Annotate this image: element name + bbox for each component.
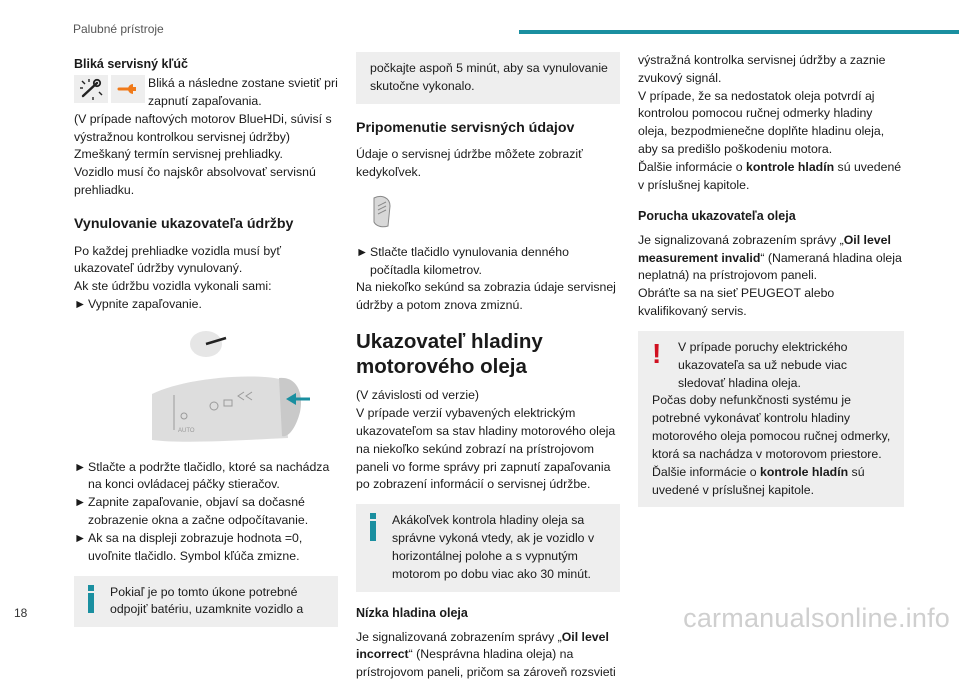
recall-step-text: Stlačte tlačidlo vynulovania denného počítadla kilometrov. — [370, 244, 569, 277]
wrench-text: Bliká a následne zostane svietiť pri zapnutí zapaľovania. — [148, 76, 338, 108]
warning-first-text: V prípade poruchy elektrického ukazovateľa sa už nebude viac sledovať hladina oleja. — [678, 339, 848, 390]
warn-p3-bold: kontrole hladín — [759, 464, 849, 479]
column-1 — [74, 55, 338, 627]
recall-step — [356, 244, 620, 280]
header-section-title: Palubné prístroje — [73, 22, 164, 36]
info-icon — [88, 585, 95, 613]
warn-p3-a: Ďalšie informácie o — [652, 464, 760, 479]
reset-heading: Vynulovanie ukazovateľa údržby — [74, 215, 294, 232]
cont-p3-bold: kontrole hladín — [745, 159, 835, 174]
low-oil-message: Oil level incorrect — [356, 629, 609, 662]
fault-message: Oil level measurement invalid — [638, 232, 891, 265]
battery-note-continued-text: počkajte aspoň 5 minút, aby sa vynulovanie skutočne vykonalo. — [370, 61, 608, 93]
fault-heading: Porucha ukazovateľa oleja — [638, 208, 796, 223]
battery-note-continued-box — [356, 52, 620, 104]
wrench-para: (V prípade naftových motorov BlueHDi, súvisí s výstražnou kontrolkou servisnej údržby) — [74, 111, 332, 144]
page-number: 18 — [14, 606, 28, 620]
reset-step-4-text: Ak sa na displeji zobrazuje hodnota =0, uvoľnite tlačidlo. Symbol kľúča zmizne. — [88, 530, 303, 563]
wrench-para-2: Zmeškaný termín servisnej prehliadky. — [74, 147, 283, 162]
recall-para-1: Údaje o servisnej údržbe môžete zobraziť kedykoľvek. — [356, 147, 583, 180]
column-3 — [638, 52, 904, 507]
warning-icon: ! — [652, 337, 662, 369]
recall-para-2: Na niekoľko sekúnd sa zobrazia údaje servisnej údržby a potom znova zmiznú. — [356, 280, 616, 313]
reset-step-3 — [74, 494, 338, 530]
wrench-icon-row — [74, 75, 338, 111]
arrow-icon: ► — [356, 244, 369, 259]
low-oil-text-a: Je signalizovaná zobrazením správy „ — [356, 629, 562, 644]
wrench-heading: Bliká servisný kľúč — [74, 57, 188, 71]
fault-para-2: Obráťte sa na sieť PEUGEOT alebo kvalifikovaný servis. — [638, 286, 835, 319]
warning-para-3 — [652, 464, 892, 500]
oil-para-2: V prípade verzií vybavených elektrickým ukazovateľom sa stav hladiny motorového oleja na niekoľko sekúnd zobrazí na prístrojovom paneli vo forme správy pri zapnutí zapaľovania po zobrazení informácií o servisnej údržbe. — [356, 406, 616, 492]
low-oil-heading: Nízka hladina oleja — [356, 605, 468, 620]
arrow-icon: ► — [74, 530, 87, 545]
reset-step-3-text: Zapnite zapaľovanie, objaví sa dočasné zobrazenie okna a začne odpočítavanie. — [88, 495, 309, 528]
wrench-icon — [111, 75, 145, 103]
arrow-icon: ► — [74, 297, 87, 311]
recall-heading: Pripomenutie servisných údajov — [356, 119, 575, 136]
low-oil-cont-para-3 — [638, 159, 904, 195]
wiper-lever-figure — [74, 320, 338, 445]
fault-para-1 — [638, 232, 904, 285]
low-oil-para — [356, 629, 620, 682]
oil-check-note-text: Akákoľvek kontrola hladiny oleja sa správne vykoná vtedy, ak je vozidlo v horizontálnej polohe a s vypnutým motorom po dobu viac ako 30 minút. — [392, 513, 595, 581]
warn-p3-b: sú uvedené v príslušnej kapitole. — [652, 464, 865, 497]
reset-step-1 — [74, 296, 338, 314]
reset-step-2-text: Stlačte a podržte tlačidlo, ktoré sa nachádza na konci ovládacej páčky stieračov. — [88, 459, 330, 492]
oil-heading: Ukazovateľ hladiny motorového oleja — [356, 330, 543, 378]
oil-check-note-box — [356, 504, 620, 591]
low-oil-cont-para-2: V prípade, že sa nedostatok oleja potvrdí aj kontrolou pomocou ručnej odmerky hladiny oleja, bezpodmienečne doplňte hladinu oleja, aby sa predišlo poškodeniu motora. — [638, 88, 885, 157]
reset-para-2: Ak ste údržbu vozidla vykonali sami: — [74, 279, 272, 294]
header-accent-bar — [519, 30, 959, 34]
battery-note-box — [74, 576, 338, 628]
reset-step-4 — [74, 530, 338, 566]
info-icon — [370, 513, 377, 541]
lever-auto-label: AUTO — [178, 427, 195, 434]
reset-step-1-text: Vypnite zapaľovanie. — [88, 297, 202, 311]
arrow-icon: ► — [74, 459, 87, 474]
reset-step-2 — [74, 459, 338, 495]
trip-reset-button-icon — [362, 192, 402, 232]
cont-p3-a: Ďalšie informácie o — [638, 159, 746, 174]
arrow-icon: ► — [74, 495, 87, 510]
cont-p3-b: sú uvedené v príslušnej kapitole. — [638, 159, 902, 192]
fault-p1-a: Je signalizovaná zobrazením správy „ — [638, 232, 844, 247]
low-oil-cont-para-1: výstražná kontrolka servisnej údržby a zaznie zvukový signál. — [638, 53, 886, 85]
warning-para-2: Počas doby nefunkčnosti systému je potrebné vykonávať kontrolu hladiny motorového oleja pomocou ručnej odmerky, ktorá sa nachádza v motorovom priestore. — [652, 393, 891, 461]
reset-para-1: Po každej prehliadke vozidla musí byť ukazovateľ údržby vynulovaný. — [74, 243, 281, 276]
fault-warning-box — [638, 331, 904, 507]
fault-p1-b: “ (Nameraná hladina oleja neplatná) na prístrojovom paneli. — [638, 250, 902, 283]
wrench-para-3: Vozidlo musí čo najskôr absolvovať servisnú prehliadku. — [74, 165, 316, 198]
footer-watermark: carmanualsonline.info — [683, 603, 950, 633]
wrench-warning-icon — [74, 75, 108, 103]
battery-note-text: Pokiaľ je po tomto úkone potrebné odpojiť batériu, uzamknite vozidlo a — [110, 584, 304, 617]
low-oil-text-b: “ (Nesprávna hladina oleja) na prístrojovom paneli, pričom sa zároveň rozsvieti — [356, 647, 616, 680]
column-2 — [356, 52, 620, 682]
oil-para-1: (V závislosti od verzie) — [356, 388, 480, 403]
